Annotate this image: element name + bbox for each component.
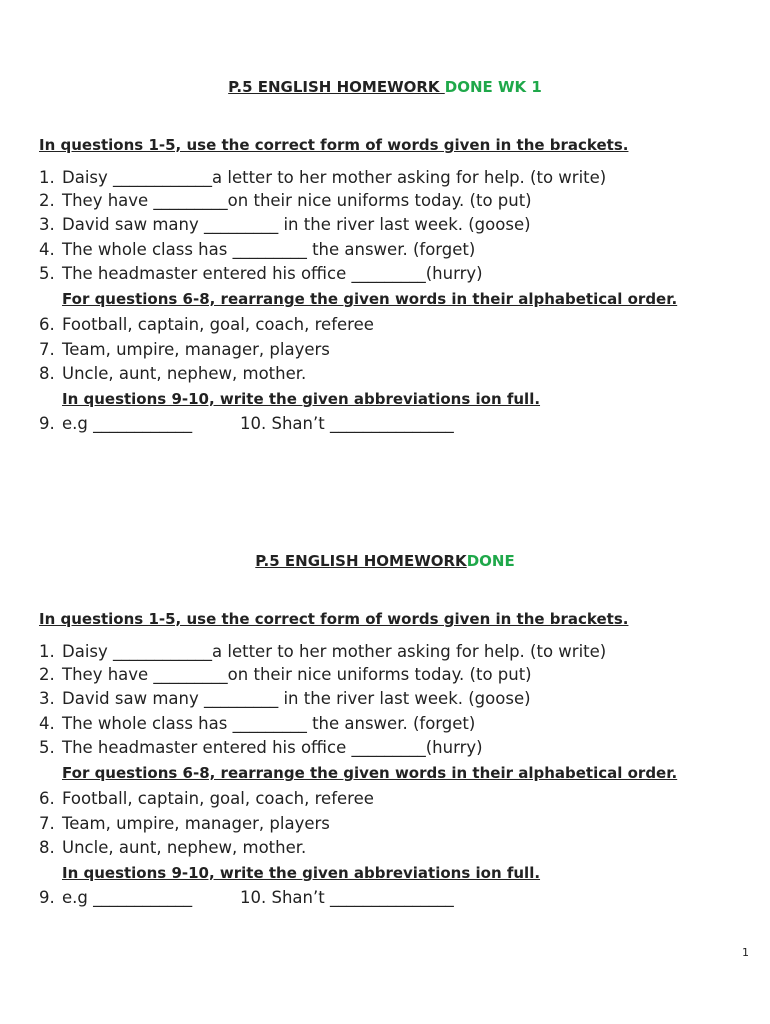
question-8: 8. Uncle, aunt, nephew, mother. bbox=[39, 364, 307, 383]
instruction-1: In questions 1-5, use the correct form of words given in the brackets. bbox=[39, 136, 629, 154]
question-5: 5. The headmaster entered his office _________(hurry) bbox=[39, 738, 483, 757]
instruction-3: In questions 9-10, write the given abbreviations ion full. bbox=[62, 864, 541, 882]
question-9: 9. e.g ____________ bbox=[39, 888, 193, 907]
question-10: 10. Shan’t _______________ bbox=[240, 414, 454, 433]
instruction-3: In questions 9-10, write the given abbreviations ion full. bbox=[62, 390, 541, 408]
question-7: 7. Team, umpire, manager, players bbox=[39, 340, 330, 359]
question-5: 5. The headmaster entered his office _________(hurry) bbox=[39, 264, 483, 283]
instruction-2: For questions 6-8, rearrange the given words in their alphabetical order. bbox=[62, 764, 678, 782]
question-6: 6. Football, captain, goal, coach, referee bbox=[39, 315, 374, 334]
question-4: 4. The whole class has _________ the answer. (forget) bbox=[39, 240, 476, 259]
instruction-2: For questions 6-8, rearrange the given words in their alphabetical order. bbox=[62, 290, 678, 308]
instruction-1: In questions 1-5, use the correct form of words given in the brackets. bbox=[39, 610, 629, 628]
question-9: 9. e.g ____________ bbox=[39, 414, 193, 433]
question-1: 1. Daisy ____________a letter to her mother asking for help. (to write) bbox=[39, 168, 607, 187]
question-3: 3. David saw many _________ in the river last week. (goose) bbox=[39, 689, 531, 708]
question-3: 3. David saw many _________ in the river last week. (goose) bbox=[39, 215, 531, 234]
question-1: 1. Daisy ____________a letter to her mother asking for help. (to write) bbox=[39, 642, 607, 661]
question-7: 7. Team, umpire, manager, players bbox=[39, 814, 330, 833]
question-2: 2. They have _________on their nice uniforms today. (to put) bbox=[39, 191, 532, 210]
question-2: 2. They have _________on their nice uniforms today. (to put) bbox=[39, 665, 532, 684]
title-done: DONE bbox=[466, 552, 515, 570]
title-done: DONE WK 1 bbox=[444, 78, 542, 96]
page-number: 1 bbox=[742, 946, 749, 959]
section-title bbox=[0, 78, 770, 96]
title-main: P.5 ENGLISH HOMEWORK bbox=[255, 552, 467, 570]
question-4: 4. The whole class has _________ the answer. (forget) bbox=[39, 714, 476, 733]
question-6: 6. Football, captain, goal, coach, referee bbox=[39, 789, 374, 808]
title-main: P.5 ENGLISH HOMEWORK bbox=[228, 78, 445, 96]
question-10: 10. Shan’t _______________ bbox=[240, 888, 454, 907]
question-8: 8. Uncle, aunt, nephew, mother. bbox=[39, 838, 307, 857]
section-title bbox=[0, 552, 770, 570]
